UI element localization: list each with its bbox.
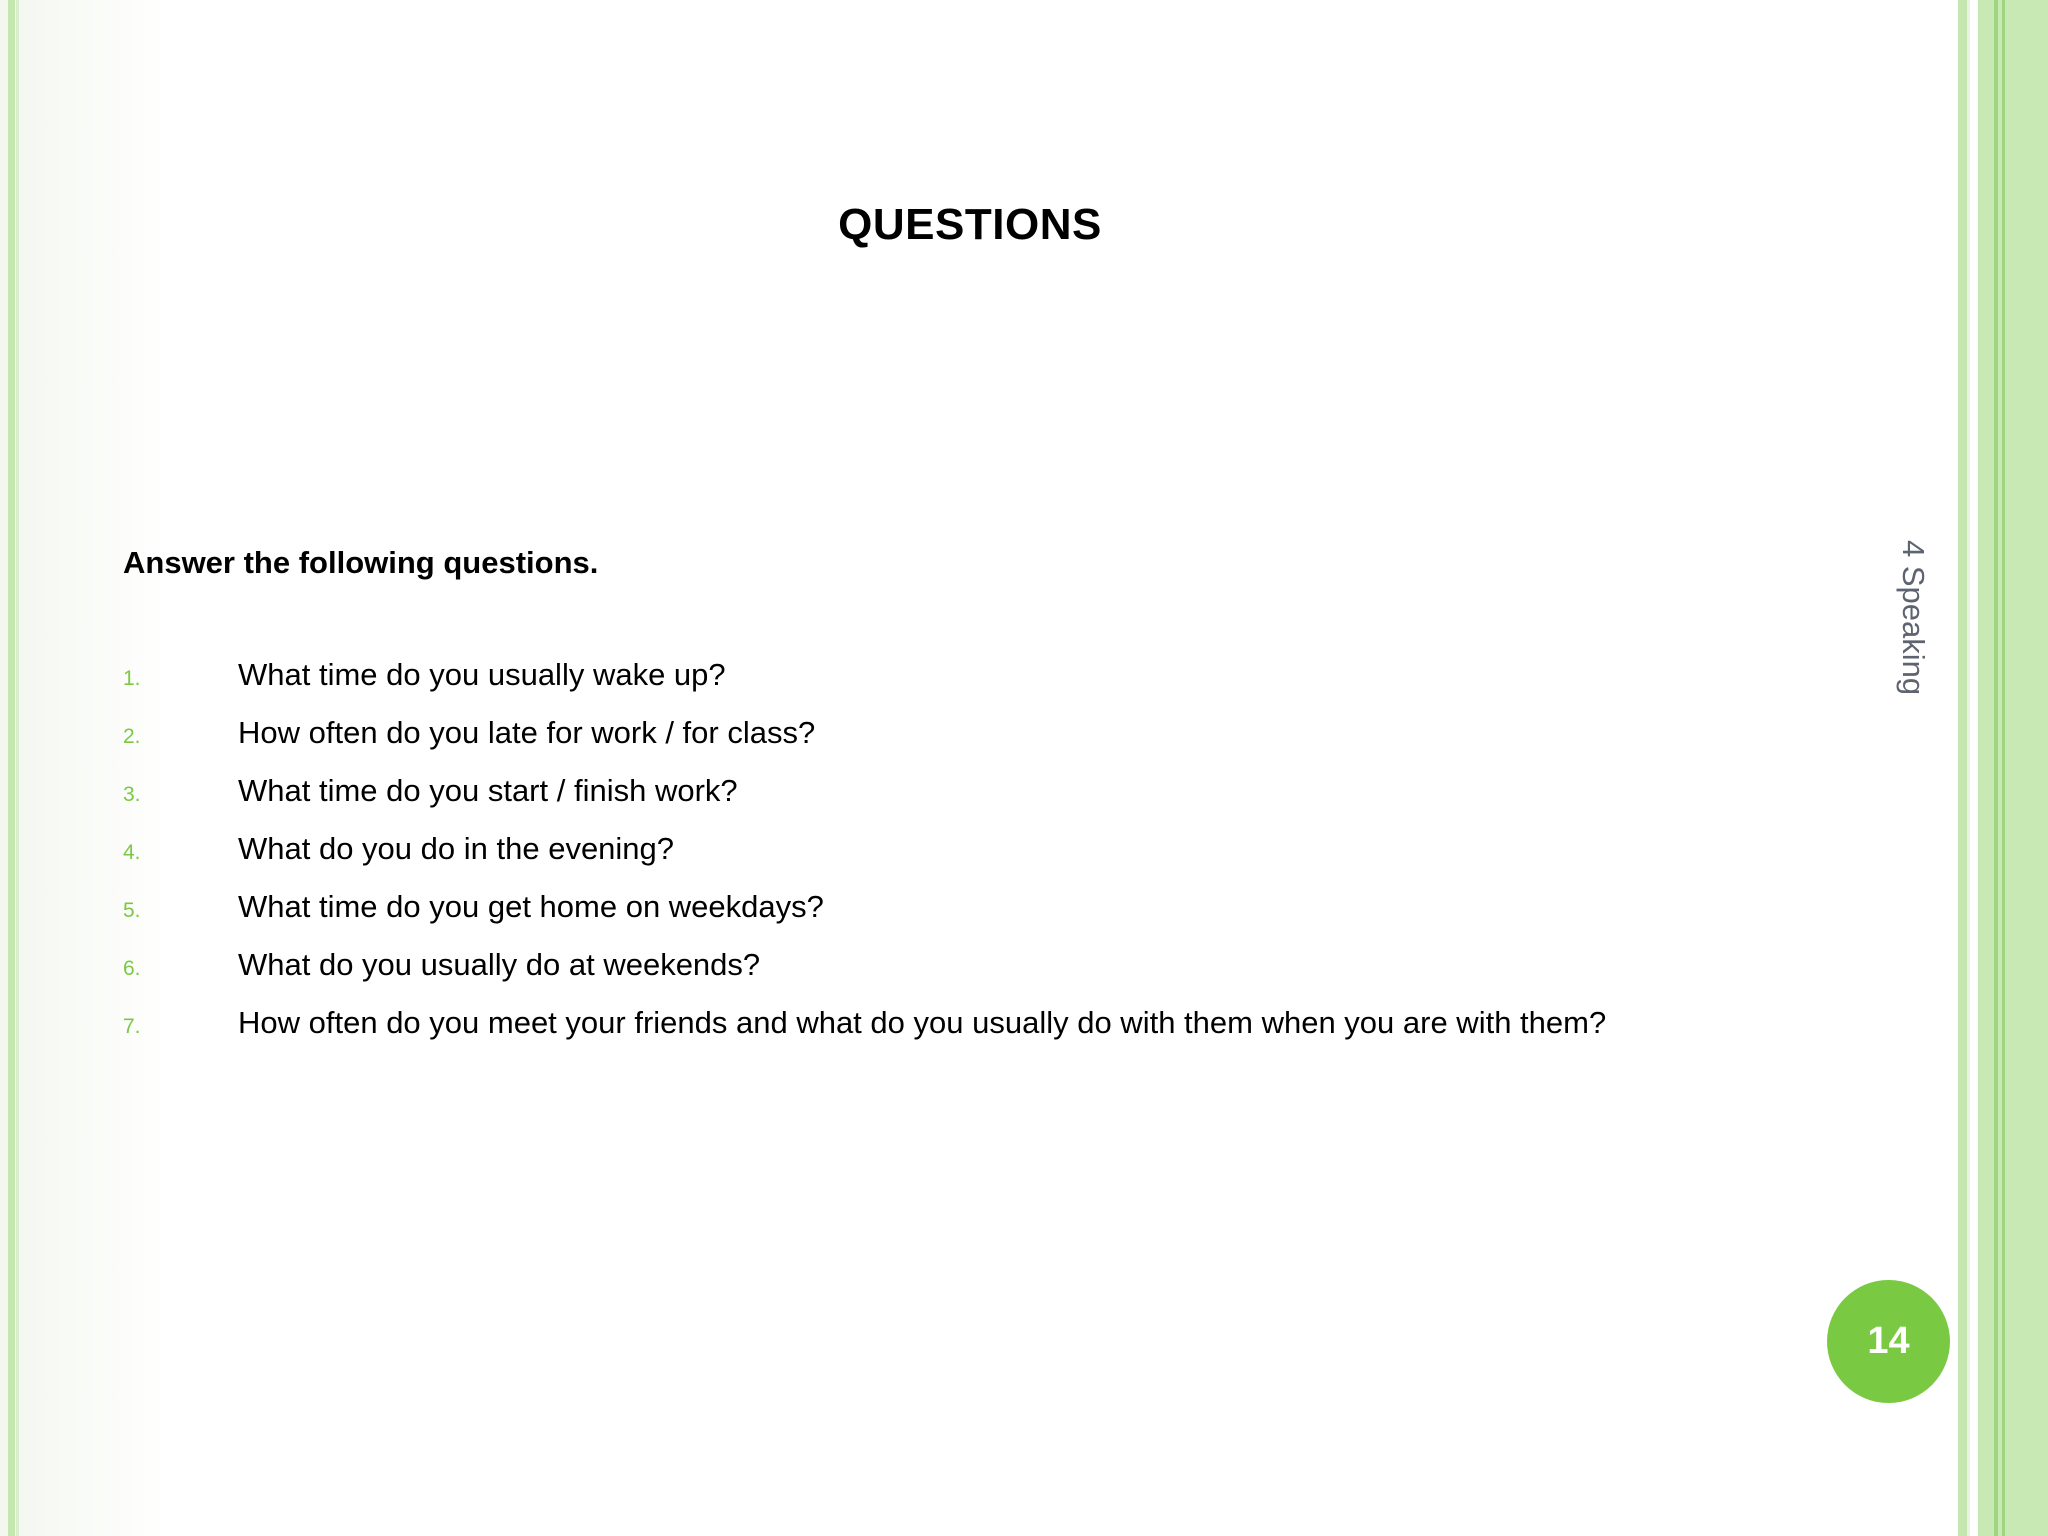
page-number-badge: 14 [1827, 1280, 1950, 1403]
question-text: How often do you meet your friends and what do you usually do with them when you are with them? [238, 1005, 1607, 1040]
list-item [123, 657, 1606, 715]
question-text: What do you do in the evening? [238, 831, 675, 866]
section-side-label-text: 4 Speaking [1896, 540, 1931, 696]
right-border-stripe [1958, 0, 1967, 1536]
right-edge-line [2002, 0, 2005, 1536]
slide-title: QUESTIONS [838, 200, 1102, 249]
question-number: 4. [123, 841, 141, 864]
list-item [123, 889, 1606, 947]
right-edge-band [1978, 0, 2048, 1536]
question-number: 6. [123, 957, 141, 980]
instruction-text: Answer the following questions. [123, 545, 599, 580]
list-item [123, 1005, 1606, 1063]
question-number: 7. [123, 1015, 141, 1038]
question-text: How often do you late for work / for class? [238, 715, 816, 750]
question-number: 3. [123, 783, 141, 806]
list-item [123, 831, 1606, 889]
question-number: 5. [123, 899, 141, 922]
list-item [123, 715, 1606, 773]
right-edge-line [1994, 0, 1998, 1536]
list-item [123, 947, 1606, 1005]
question-text: What do you usually do at weekends? [238, 947, 761, 982]
left-border-stripe [8, 0, 15, 1536]
left-border-stripe-thin [16, 0, 19, 1536]
question-number: 2. [123, 725, 141, 748]
question-list [123, 657, 1606, 1063]
question-text: What time do you start / finish work? [238, 773, 738, 808]
list-item [123, 773, 1606, 831]
right-border-stripe-thin [1967, 0, 1970, 1536]
question-text: What time do you get home on weekdays? [238, 889, 824, 924]
question-number: 1. [123, 667, 141, 690]
question-text: What time do you usually wake up? [238, 657, 726, 692]
section-side-label [1885, 540, 1945, 720]
